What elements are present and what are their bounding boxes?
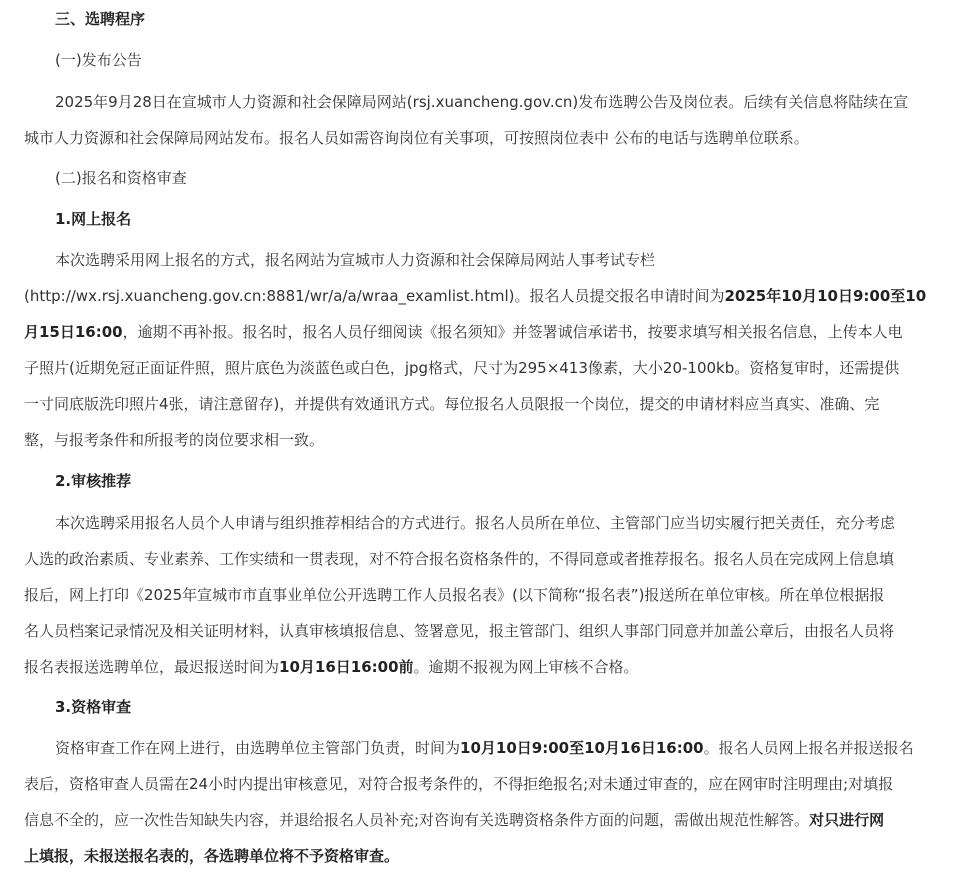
paragraph-line: 人选的政治素质、专业素养、工作实绩和一贯表现，对不符合报名资格条件的，不得同意或者推荐报名。报名人员在完成网上信息填 [24, 550, 895, 568]
paragraph-line: 子照片(近期免冠正面证件照，照片底色为淡蓝色或白色，jpg格式，尺寸为295×413像素，大小20-100kb。资格复审时，还需提供 [24, 359, 900, 377]
paragraph-line: 本次选聘采用网上报名的方式，报名网站为宣城市人力资源和社会保障局网站人事考试专栏 [55, 251, 656, 269]
subsection-title-publish: (一)发布公告 [55, 51, 142, 69]
registration-period: 2025年10月10日9:00至10 [724, 287, 927, 305]
heading-online-registration: 1.网上报名 [55, 210, 132, 228]
subsection-title-registration: (二)报名和资格审查 [55, 169, 187, 187]
paragraph-line: 资格审查工作在网上进行，由选聘单位主管部门负责，时间为10月10日9:00至10月16日16:00。报名人员网上报名并报送报名 [55, 739, 914, 757]
paragraph-line: 整，与报考条件和所报考的岗位要求相一致。 [24, 431, 325, 449]
heading-qualification-review: 3.资格审查 [55, 698, 132, 716]
heading-review-recommend: 2.审核推荐 [55, 472, 132, 490]
paragraph-line: 2025年9月28日在宣城市人力资源和社会保障局网站(rsj.xuancheng.gov.cn)发布选聘公告及岗位表。后续有关信息将陆续在宣 [55, 93, 909, 111]
paragraph-line: 表后，资格审查人员需在24小时内提出审核意见，对符合报考条件的，不得拒绝报名;对未通过审查的，应在网审时注明理由;对填报 [24, 775, 894, 793]
paragraph-line: 一寸同底版洗印照片4张，请注意留存)，并提供有效通讯方式。每位报名人员限报一个岗位，提交的申请材料应当真实、准确、完 [24, 395, 880, 413]
paragraph-line: 名人员档案记录情况及相关证明材料，认真审核填报信息、签署意见，报主管部门、组织人事部门同意并加盖公章后，由报名人员将 [24, 622, 895, 640]
paragraph-line: 本次选聘采用报名人员个人申请与组织推荐相结合的方式进行。报名人员所在单位、主管部门应当切实履行把关责任，充分考虑 [55, 514, 896, 532]
paragraph-line: 上填报，未报送报名表的，各选聘单位将不予资格审查。 [24, 847, 400, 865]
paragraph-line: 报名表报送选聘单位，最迟报送时间为10月16日16:00前。逾期不报视为网上审核不合格。 [24, 658, 639, 676]
paragraph-line [24, 281, 926, 311]
paragraph-line: 信息不全的，应一次性告知缺失内容，并退给报名人员补充;对咨询有关选聘资格条件方面的问题，需做出规范性解答。对只进行网 [24, 811, 885, 829]
paragraph-line: 城市人力资源和社会保障局网站发布。报名人员如需咨询岗位有关事项，可按照岗位表中 公布的电话与选聘单位联系。 [24, 129, 809, 147]
paragraph-line: 报后，网上打印《2025年宣城市市直事业单位公开选聘工作人员报名表》(以下简称“报名表”)报送所在单位审核。所在单位根据报 [24, 586, 885, 604]
section-title: 三、选聘程序 [55, 10, 146, 28]
registration-url: (http://wx.rsj.xuancheng.gov.cn:8881/wr/a/a/wraa_examlist.html)。报名人员提交报名申请时间为 [24, 287, 725, 305]
paragraph-line: 月15日16:00，逾期不再补报。报名时，报名人员仔细阅读《报名须知》并签署诚信承诺书，按要求填写相关报名信息，上传本人电 [24, 323, 903, 341]
